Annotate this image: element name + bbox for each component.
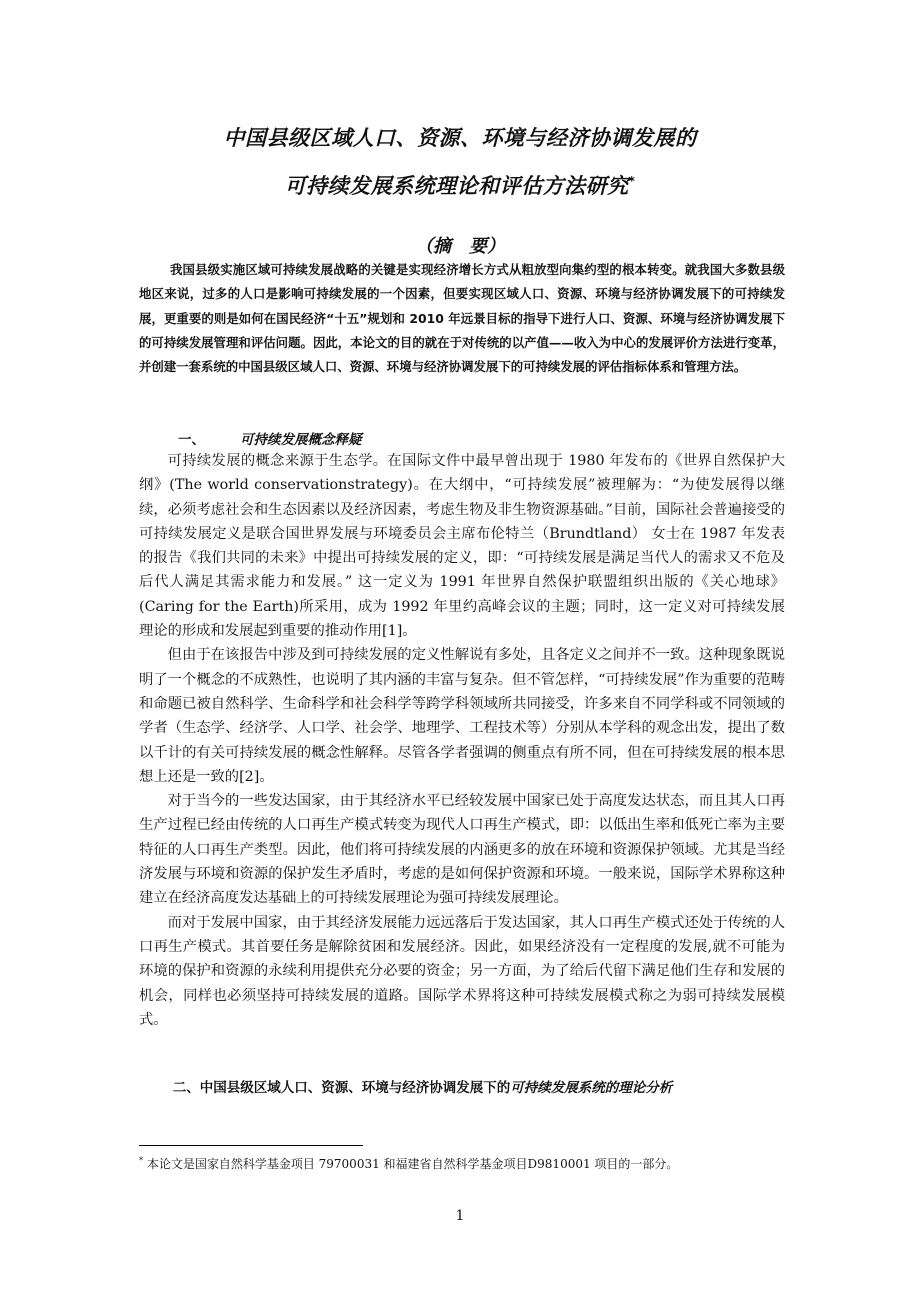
footnote-text: 本论文是国家自然科学基金项目 79700031 和福建省自然科学基金项目D9810001 项目的一部分。 bbox=[146, 1157, 679, 1171]
footnote bbox=[139, 1155, 785, 1172]
title-footnote-marker: * bbox=[628, 174, 636, 188]
abstract-heading: （摘 要） bbox=[415, 236, 505, 257]
title-line-2-text: 可持续发展系统理论和评估方法研究 bbox=[284, 174, 629, 198]
section-2-emphasis: 可持续发展系统的理论分析 bbox=[510, 1080, 673, 1096]
paragraph-4: 而对于发展中国家，由于其经济发展能力远远落后于发达国家，其人口再生产模式还处于传统的人口再生产模式。其首要任务是解除贫困和发展经济。因此，如果经济没有一定程度的发展,就不可能为环境的保护和资源的永续利用提供充分必要的资金；另一方面，为了给后代留下满足他们生存和发展的机会，同样也必须坚持可持续发展的道路。国际学术界将这种可持续发展模式称之为弱可持续发展模式。 bbox=[139, 914, 785, 1028]
title-line-2 bbox=[0, 170, 920, 200]
abstract-text: 我国县级实施区域可持续发展战略的关键是实现经济增长方式从粗放型向集约型的根本转变。就我国大多数县级地区来说，过多的人口是影响可持续发展的一个因素，但要实现区域人口、资源、环境与经济协调发展下的可持续发展，更重要的则是如何在国民经济“十五”规划和 2010 年远景目标的指导下进行人口、资源、环境与经济协调发展下的可持续发展管理和评估问题。因此，本论文的目的就在于对传统的以产值——收入为中心的发展评价方法进行变革，并创建一套系统的中国县级区域人口、资源、环境与经济协调发展下的可持续发展的评估指标体系和管理方法。 bbox=[139, 262, 785, 375]
section-1-number: 一、 bbox=[178, 432, 205, 448]
body-text bbox=[139, 449, 785, 1032]
paragraph-2: 但由于在该报告中涉及到可持续发展的定义性解说有多处，且各定义之间并不一致。这种现象既说明了一个概念的不成熟性，也说明了其内涵的丰富与复杂。但不管怎样，“可持续发展”作为重要的范畴和命题已被自然科学、生命科学和社会科学等跨学科领域所共同接受，许多来自不同学科或不同领域的学者（生态学、经济学、人口学、社会学、地理学、工程技术等）分别从本学科的观念出发，提出了数以千计的有关可持续发展的概念性解释。尽管各学者强调的侧重点有所不同，但在可持续发展的根本思想上还是一致的[2]。 bbox=[139, 647, 785, 785]
title-line-1: 中国县级区域人口、资源、环境与经济协调发展的 bbox=[223, 126, 697, 150]
section-2-prefix: 二、中国县级区域人口、资源、环境与经济协调发展下的 bbox=[172, 1080, 511, 1096]
paragraph-3: 对于当今的一些发达国家，由于其经济水平已经较发展中国家已处于高度发达状态，而且其人口再生产过程已经由传统的人口再生产模式转变为现代人口再生产模式，即：以低出生率和低死亡率为主要特征的人口再生产类型。因此，他们将可持续发展的内涵更多的放在环境和资源保护领域。尤其是当经济发展与环境和资源的保护发生矛盾时，考虑的是如何保护资源和环境。一般来说，国际学术界称这种建立在经济高度发达基础上的可持续发展理论为强可持续发展理论。 bbox=[139, 793, 785, 907]
section-1-heading bbox=[178, 428, 362, 448]
paragraph-1: 可持续发展的概念来源于生态学。在国际文件中最早曾出现于 1980 年发布的《世界自然保护大纲》(The world conservationstrategy)。在大纲中，“可持续发展”被理解为：“为使发展得以继续，必须考虑社会和生态因素以及经济因素，考虑生物及非生物资源基础。”目前，国际社会普遍接受的可持续发展定义是联合国世界发展与环境委员会主席布伦特兰（Brundtland） 女士在 1987 年发表的报告《我们共同的未来》中提出可持续发展的定义，即：“可持续发展是满足当代人的需求又不危及后代人满足其需求能力和发展。” 这一定义为 1991 年世界自然保护联盟组织出版的《关心地球》(Caring for the Earth)所采用，成为 1992 年里约高峰会议的主题；同时，这一定义对可持续发展理论的形成和发展起到重要的推动作用[1]。 bbox=[139, 453, 785, 640]
footnote-divider bbox=[139, 1145, 363, 1146]
section-2-heading bbox=[139, 1076, 785, 1100]
section-1-title: 可持续发展概念释疑 bbox=[240, 432, 362, 448]
footnote-marker: * bbox=[139, 1156, 143, 1165]
page-number: 1 bbox=[455, 1208, 465, 1224]
